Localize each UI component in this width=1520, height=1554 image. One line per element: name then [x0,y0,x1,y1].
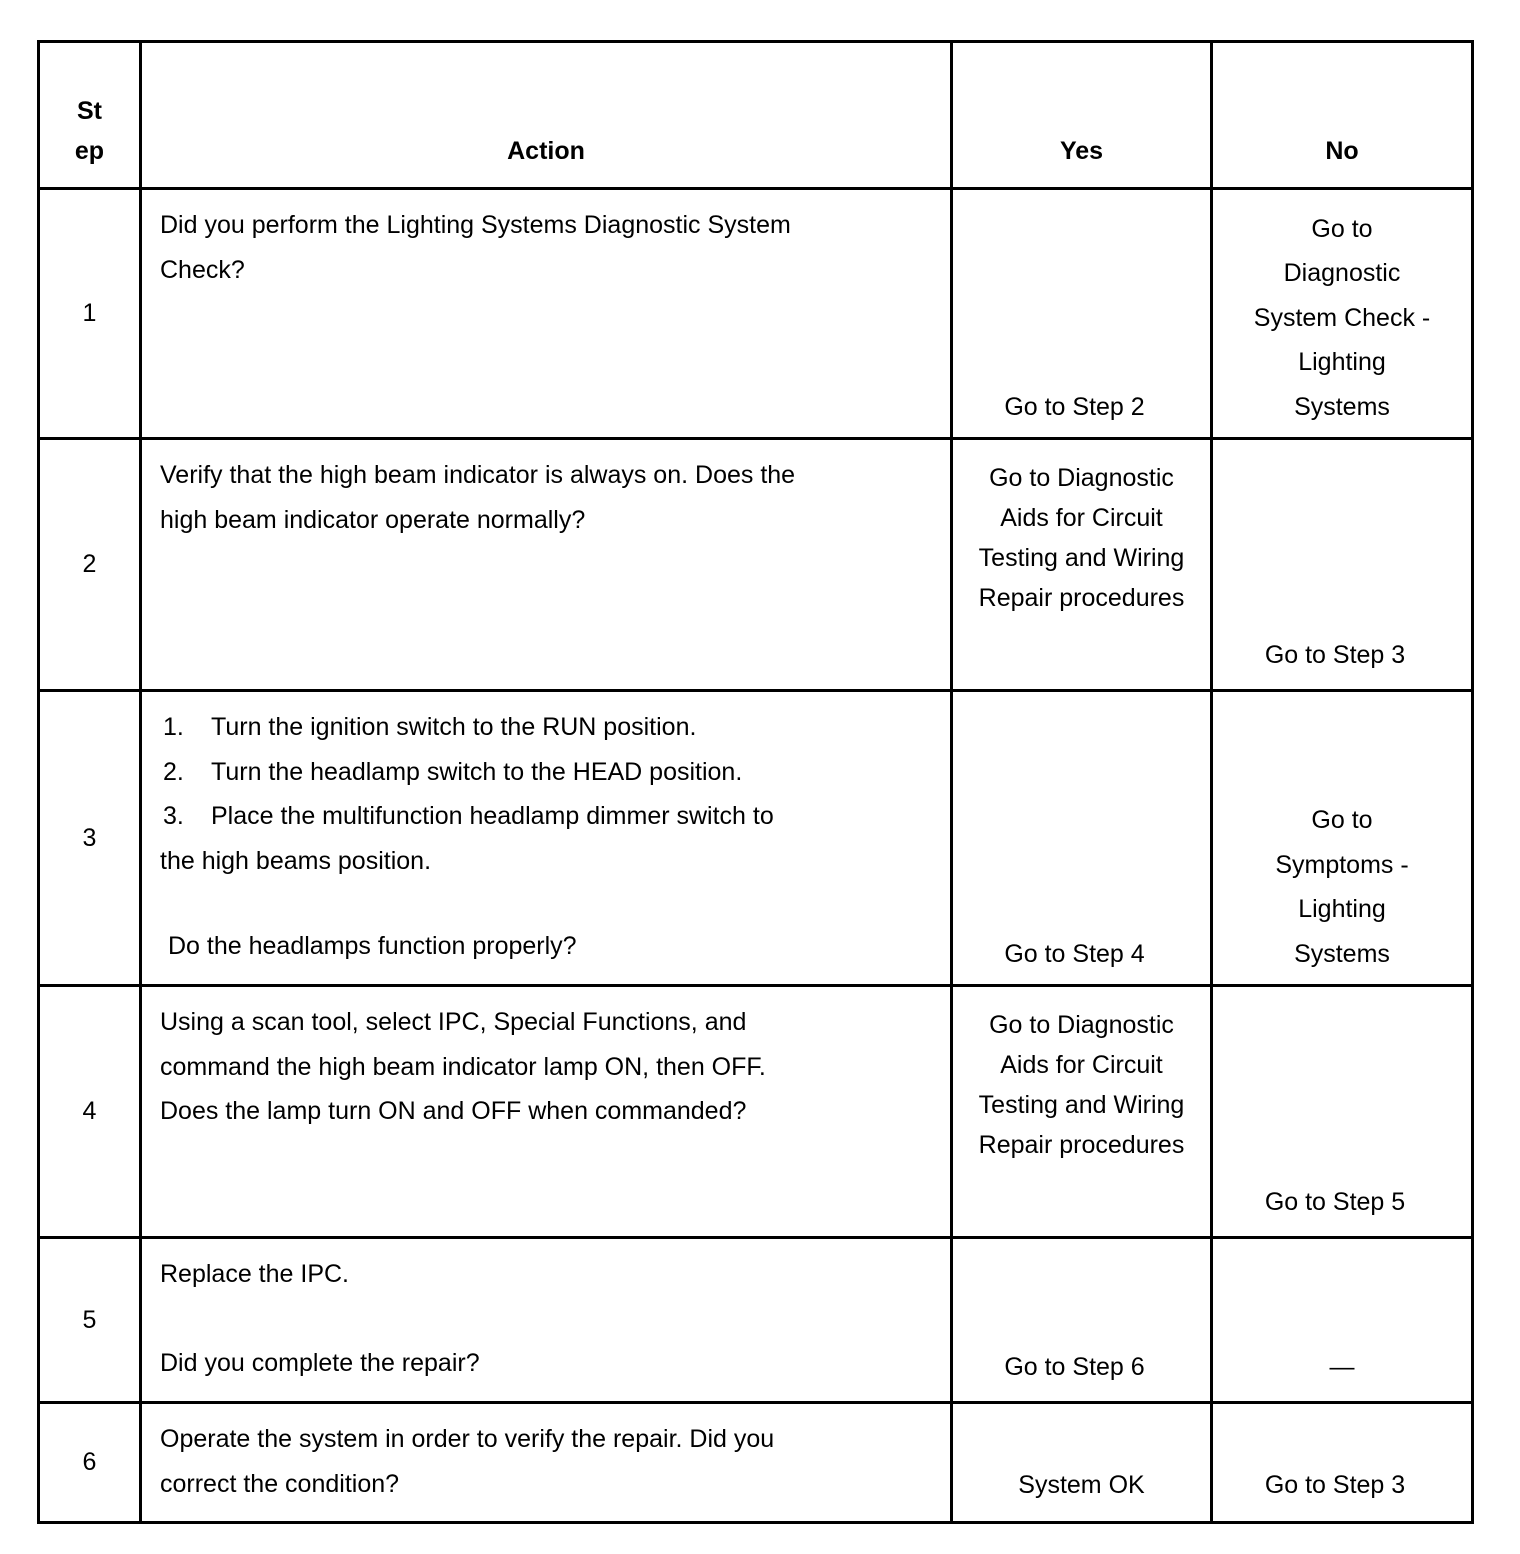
header-action: Action [141,42,952,189]
action-line: Verify that the high beam indicator is always on. Does the [160,461,796,489]
list-item [160,750,932,795]
header-step-line2: ep [74,137,105,165]
header-step [39,42,141,189]
table-row [39,189,1473,439]
yes-cell [952,691,1212,986]
action-line: Check? [160,255,245,284]
list-continuation: the high beams position. [160,846,432,875]
action-line: Replace the IPC. [160,1260,349,1288]
action-cell [141,1238,952,1403]
list-item [160,794,932,839]
table-row [39,691,1473,986]
diagnostic-table [37,40,1474,1524]
list-text: Turn the headlamp switch to the HEAD position. [211,757,743,786]
action-line: Did you complete the repair? [160,1349,480,1377]
no-cell [1212,439,1473,691]
list-text: Place the multifunction headlamp dimmer switch to [211,802,774,830]
list-number: 1. [163,713,184,741]
no-cell [1212,1403,1473,1523]
action-line: command the high beam indicator lamp ON, then OFF. [160,1052,766,1081]
no-line: Systems [1294,939,1390,968]
no-line: Lighting [1298,348,1386,376]
no-cell [1212,986,1473,1238]
yes-cell [952,439,1212,691]
action-line: Did you perform the Lighting Systems Diagnostic System [160,211,791,239]
step-number: 4 [39,986,141,1238]
yes-text: Go to Step 2 [1004,392,1145,421]
action-line: Does the lamp turn ON and OFF when commanded? [160,1097,747,1125]
no-text: — [1329,1352,1355,1381]
action-cell [141,189,952,439]
yes-line: Aids for Circuit [1000,504,1163,532]
yes-line: Repair procedures [978,584,1185,612]
yes-cell [952,189,1212,439]
yes-line: Go to Diagnostic [989,1011,1174,1039]
list-number: 2. [163,757,184,786]
header-yes: Yes [952,42,1212,189]
step-number: 5 [39,1238,141,1403]
table-row [39,439,1473,691]
step-number: 3 [39,691,141,986]
step-number: 1 [39,189,141,439]
no-line: Lighting [1298,895,1386,923]
no-line: Diagnostic [1283,259,1401,287]
no-line: Symptoms - [1275,850,1409,879]
action-line: Operate the system in order to verify the repair. Did you [160,1425,775,1453]
no-text: Go to Step 3 [1264,1470,1406,1499]
step-number: 6 [39,1403,141,1523]
yes-text: Go to Step 4 [1004,939,1145,968]
step-number: 2 [39,439,141,691]
no-cell [1212,189,1473,439]
list-text: Turn the ignition switch to the RUN position. [211,713,697,741]
no-cell [1212,1238,1473,1403]
table-row [39,1238,1473,1403]
no-line: Go to [1311,214,1373,243]
yes-text: Go to Step 6 [1004,1352,1145,1381]
yes-line: Aids for Circuit [1000,1051,1163,1079]
no-line: System Check - [1253,303,1431,332]
yes-line: Testing and Wiring [978,544,1185,572]
yes-cell [952,1238,1212,1403]
action-line: correct the condition? [160,1469,400,1498]
header-step-line1: St [77,97,102,125]
yes-cell [952,1403,1212,1523]
yes-cell [952,986,1212,1238]
action-line: Using a scan tool, select IPC, Special Functions, and [160,1008,747,1036]
yes-text: System OK [1018,1470,1145,1499]
list-number: 3. [163,802,184,830]
list-item [160,705,932,750]
table-row [39,986,1473,1238]
action-question: Do the headlamps function properly? [168,932,577,960]
no-line: Systems [1294,392,1390,421]
header-row [39,42,1473,189]
yes-line: Testing and Wiring [978,1091,1185,1119]
no-text: Go to Step 5 [1264,1187,1406,1216]
yes-line: Repair procedures [978,1131,1185,1159]
action-cell [141,986,952,1238]
no-cell [1212,691,1473,986]
action-cell [141,691,952,986]
header-no: No [1212,42,1473,189]
yes-line: Go to Diagnostic [989,464,1174,492]
action-line: high beam indicator operate normally? [160,505,586,534]
no-line: Go to [1311,806,1373,834]
action-cell [141,1403,952,1523]
no-text: Go to Step 3 [1264,640,1406,669]
action-cell [141,439,952,691]
table-row [39,1403,1473,1523]
